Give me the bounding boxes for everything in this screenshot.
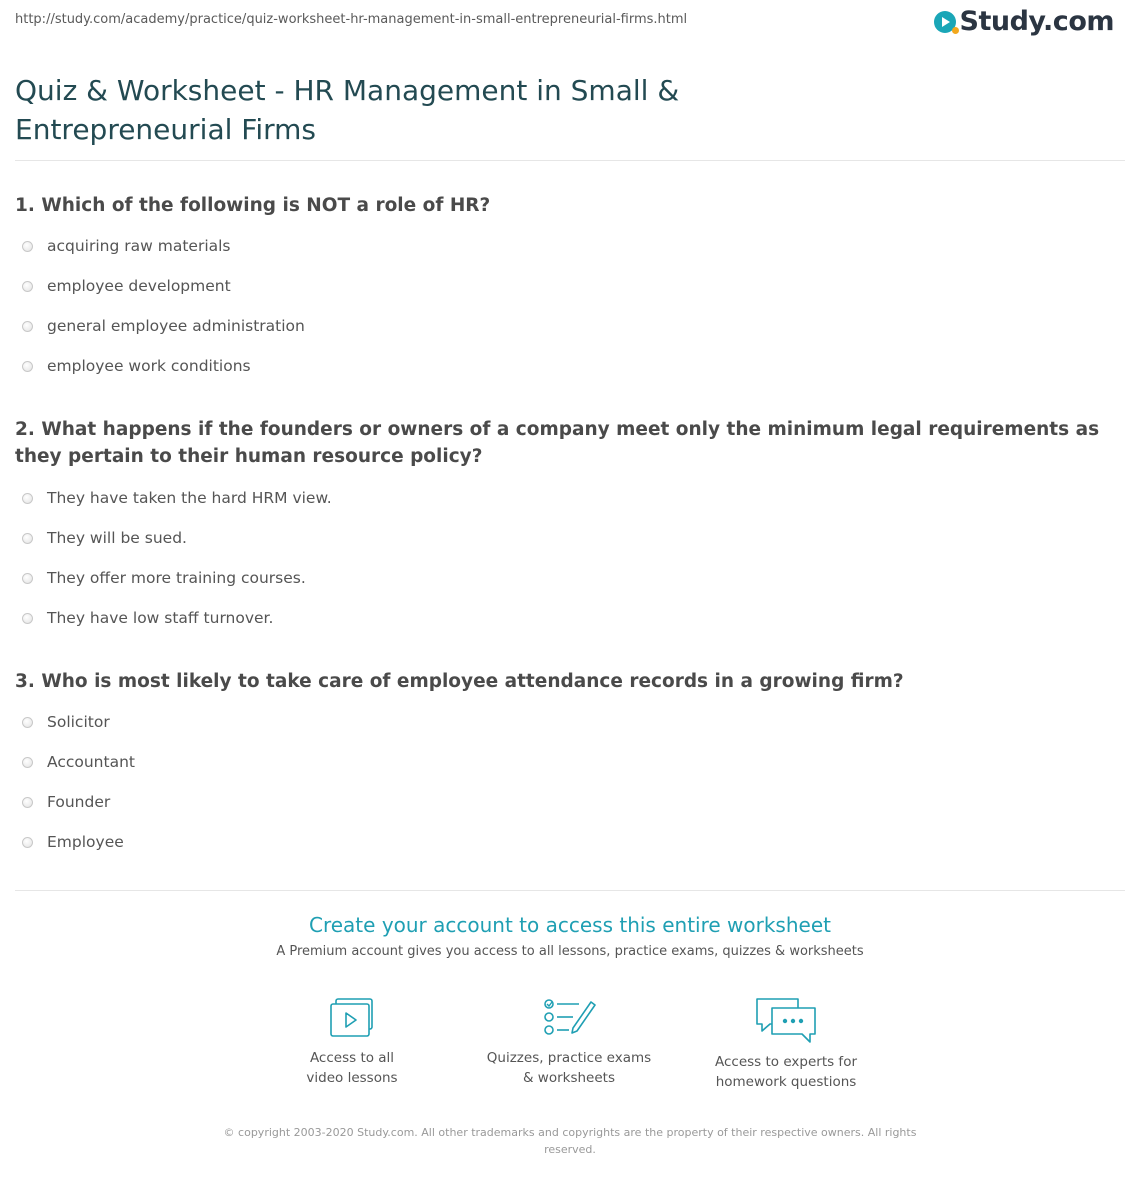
page-url: http://study.com/academy/practice/quiz-worksheet-hr-management-in-small-entrepreneurial-firms.html [15,12,688,27]
option-label: acquiring raw materials [47,237,231,255]
q1-option-2[interactable] [22,277,231,295]
q3-option-3[interactable] [22,793,110,811]
option-label: general employee administration [47,317,305,335]
radio-button[interactable] [22,241,33,252]
page-title: Quiz & Worksheet - HR Management in Small & Entrepreneurial Firms [15,74,680,146]
create-account-link[interactable]: Create your account to access this entire worksheet [309,913,831,937]
divider [15,890,1125,891]
radio-button[interactable] [22,717,33,728]
radio-button[interactable] [22,281,33,292]
option-label: Accountant [47,753,135,771]
feature-video-lessons [252,996,452,1088]
question-2: 2. What happens if the founders or owners of a company meet only the minimum legal requirements as they pertain to their human resource policy? [15,419,1100,467]
q1-option-4[interactable] [22,357,251,375]
radio-button[interactable] [22,613,33,624]
q2-option-1[interactable] [22,489,332,507]
radio-button[interactable] [22,757,33,768]
q3-option-2[interactable] [22,753,135,771]
option-label: They will be sued. [47,529,187,547]
option-label: employee work conditions [47,357,251,375]
divider [15,160,1125,161]
logo-text: Study.com [959,6,1114,37]
option-label: They have low staff turnover. [47,609,274,627]
copyright-notice: © copyright 2003-2020 Study.com. All other trademarks and copyrights are the property of their respective owners. All rights reserved. [223,1126,917,1156]
play-logo-icon [934,11,956,33]
feature-experts [686,996,886,1092]
q3-option-1[interactable] [22,713,110,731]
question-3: 3. Who is most likely to take care of employee attendance records in a growing firm? [15,671,904,692]
option-label: They offer more training courses. [47,569,306,587]
feature-label: Access to all video lessons [306,1050,398,1086]
option-label: employee development [47,277,231,295]
radio-button[interactable] [22,573,33,584]
feature-label: Access to experts for homework questions [714,1054,857,1090]
q3-option-4[interactable] [22,833,124,851]
feature-quizzes [469,996,669,1088]
q2-option-4[interactable] [22,609,273,627]
feature-label: Quizzes, practice exams & worksheets [486,1050,652,1086]
option-label: Solicitor [47,713,110,731]
checklist-icon [541,996,597,1040]
q1-option-3[interactable] [22,317,305,335]
option-label: They have taken the hard HRM view. [47,489,332,507]
radio-button[interactable] [22,321,33,332]
radio-button[interactable] [22,533,33,544]
radio-button[interactable] [22,361,33,372]
radio-button[interactable] [22,837,33,848]
chat-bubbles-icon [754,996,818,1044]
radio-button[interactable] [22,493,33,504]
question-1: 1. Which of the following is NOT a role of HR? [15,195,491,216]
option-label: Founder [47,793,111,811]
q2-option-3[interactable] [22,569,306,587]
q2-option-2[interactable] [22,529,187,547]
study-logo[interactable] [934,6,1114,37]
radio-button[interactable] [22,797,33,808]
q1-option-1[interactable] [22,237,231,255]
option-label: Employee [47,833,124,851]
video-lessons-icon [327,996,377,1040]
premium-description: A Premium account gives you access to all lessons, practice exams, quizzes & worksheets [276,944,864,959]
